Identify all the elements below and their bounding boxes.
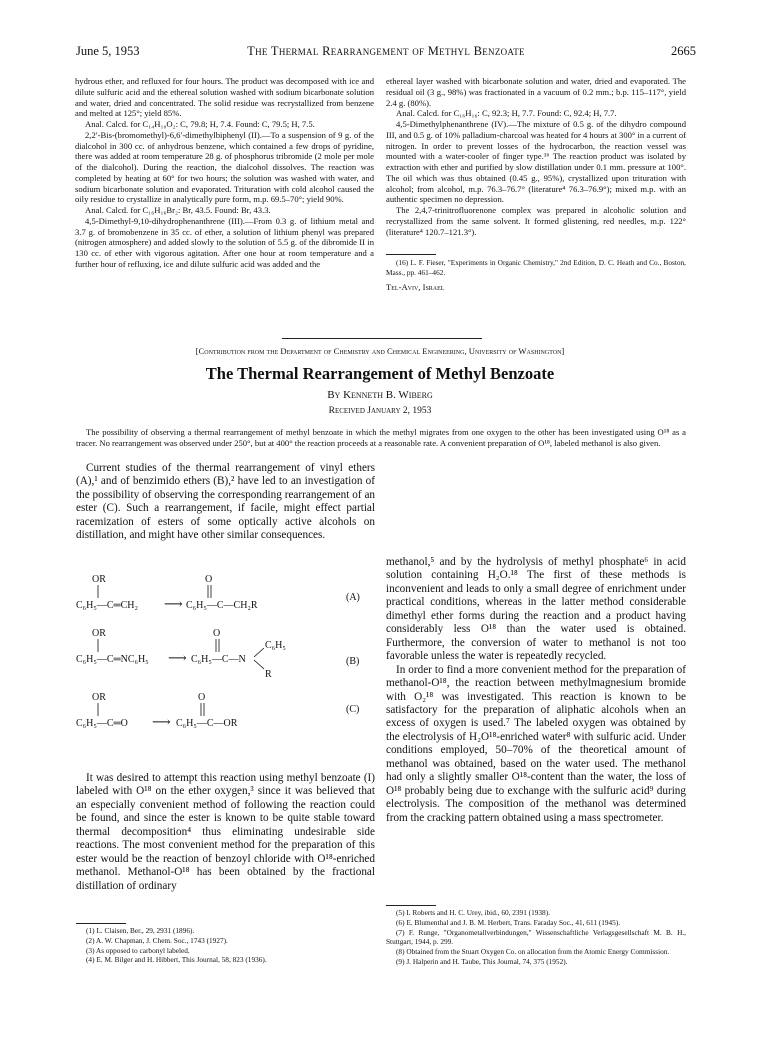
prev-article-right-column	[386, 76, 686, 237]
footnote-9: (9) J. Halperin and H. Taube, This Journal, 74, 375 (1952).	[396, 956, 568, 966]
scheme-b-branch-bottom: R	[265, 669, 272, 680]
scheme-c-label: (C)	[346, 704, 360, 715]
scheme-c-left: C₆H₅—C═O	[76, 718, 128, 729]
scheme-a-right-sub: O	[205, 574, 213, 585]
scheme-b-right: C₆H₅—C—N	[191, 654, 246, 665]
abstract-text: The possibility of observing a thermal rearrangement of methyl benzoate in which the methyl migrates from one oxygen to the other has been investigated using O¹⁸ as a tracer. No rearrangement was observed under 250°, but at 400° the reaction proceeds at a reasonable rate. A convenient preparation of O¹⁸, labeled methanol is also given.	[76, 427, 686, 448]
prev-location: Tel-Aviv, Israel	[386, 282, 445, 292]
footnote-8: (8) Obtained from the Stuart Oxygen Co. on allocation from the Atomic Energy Commission.	[396, 947, 670, 957]
running-header	[76, 44, 696, 64]
prev-right-para-2: Anal. Calcd. for C₁₆H₁₆: C, 92.3; H, 7.7. Found: C, 92.4; H, 7.7.	[396, 108, 617, 119]
right-footnote-rule	[386, 905, 436, 906]
left-footnote-rule	[76, 923, 126, 924]
contribution-line: [Contribution from the Department of Chemistry and Chemical Engineering, University of Washington]	[195, 346, 565, 356]
scheme-b-arrow: ⟶	[168, 650, 187, 665]
left-intro-text: Current studies of the thermal rearrangement of vinyl ethers (A),¹ and of benzimido ethers (B),² have led to an investigation of the possibility of observing the corresponding rearrangement of an ester (C). Such a rearrangement, if facile, might effect partial racemization of esters of some optically active alcohols on distillation, and might have other similar consequences.	[76, 462, 375, 542]
scheme-a-left: C₆H₅—C═CH₂	[76, 600, 138, 611]
prev-left-para-5: 4,5-Dimethyl-9,10-dihydrophenanthrene (III).—From 0.3 g. of lithium metal and 3.7 g. of bromobenzene in 35 cc. of ether, a solution of lithium phenyl was prepared (nitrogen atmosphere) and added slowly to the solution of 5.5 g. of the dibromide II in 130 cc. of ether with vigorous agitation. After one hour at room temperature and a further hour of refluxing, ice and dilute sulfuric acid was added and the	[75, 215, 374, 269]
scheme-a-left-sub: OR	[92, 574, 106, 585]
footnote-2: (2) A. W. Chapman, J. Chem. Soc., 1743 (1927).	[86, 935, 228, 945]
header-date: June 5, 1953	[76, 44, 140, 58]
footnote-3: (3) As opposed to carbonyl labeled.	[86, 945, 190, 955]
footnote-4: (4) E. M. Bilger and H. Hibbert, This Journal, 58, 823 (1936).	[86, 955, 267, 965]
scheme-a-label: (A)	[346, 592, 360, 603]
article-separator-rule	[282, 338, 482, 339]
prev-left-para-2: Anal. Calcd. for C₁₄H₁₀O₂: C, 79.8; H, 7.4. Found: C, 79.5; H, 7.5.	[85, 119, 315, 129]
article-title: The Thermal Rearrangement of Methyl Benzoate	[205, 364, 555, 383]
prev-footnote-rule	[386, 254, 436, 255]
footnote-7: (7) F. Runge, "Organometallverbindungen," Wissenschaftliche Verlagsgesellschaft M. B. H., Stuttgart, 1944, p. 299.	[386, 927, 686, 947]
received-line: Received January 2, 1953	[328, 406, 432, 416]
scheme-b-branch-top: C₆H₅	[265, 640, 286, 651]
reaction-schemes	[76, 572, 375, 772]
scheme-c-right-sub: O	[198, 692, 206, 703]
scheme-c-right: C₆H₅—C—OR	[176, 718, 238, 729]
abstract	[76, 427, 686, 449]
footnote-1: (1) L. Claisen, Ber., 29, 2931 (1896).	[86, 926, 195, 935]
article-left-body	[76, 772, 375, 893]
scheme-c-arrow: ⟶	[152, 714, 171, 729]
scheme-b-left: C₆H₅—C═NC₆H₅	[76, 654, 149, 665]
prev-footnote-text: (16) L. F. Fieser, "Experiments in Organic Chemistry," 2nd Edition, D. C. Heath and Co., Boston, Mass., pp. 461–462.	[386, 258, 686, 277]
prev-left-para-3: 2,2′-Bis-(bromomethyl)-6,6′-dimethylbiphenyl (II).—To a suspension of 9 g. of the dialcohol in 300 cc. of anhydrous benzene, which contained a few drops of pyridine, there was added at room temperature 28 g. of phosphorus tribromide (2 mole per mole of the dialcohol). During the reaction, the dialcohol dissolves. The reaction was completed by heating at 60° for two hours; the solution was washed with water, and sodium bicarbonate solution and evaporated. Trituration with cold alcohol caused the oily residue to crystallize in analytically pure form, m.p. 69.5–70°; yield 90%.	[75, 129, 374, 205]
article-left-intro	[76, 462, 375, 543]
author-line: By Kenneth B. Wiberg	[327, 389, 433, 401]
left-footnotes	[76, 926, 375, 965]
header-page-number: 2665	[671, 44, 696, 58]
prev-article-left-column	[75, 76, 374, 270]
scheme-a-right: C₆H₅—C—CH₂R	[186, 600, 258, 611]
prev-right-para-3: 4,5-Dimethylphenanthrene (IV).—The mixture of 0.5 g. of the dihydro compound III, and 0.5 g. of 10% palladium-charcoal was heated for 4 hours at 300° in a current of nitrogen. In order to prevent losses of the hydrocarbon, the reaction vessel was mounted with a water-cooler of finger type.¹⁶ The reaction product was isolated by extraction with ether and purified by slow distillation under 0.1 mm. pressure at 100°. The oil which was thus obtained (0.45 g., 95%), crystallized upon trituration with alcohol; from alcohol, m.p. 76.3–76.7° (literature⁴ 76.3–76.9°); mixed m.p. with an authentic specimen no depression.	[386, 119, 686, 205]
footnote-5: (5) I. Roberts and H. C. Urey, ibid., 60, 2391 (1938).	[396, 908, 550, 917]
scheme-b-right-sub: O	[213, 628, 221, 639]
scheme-a-arrow: ⟶	[164, 596, 183, 611]
article-right-column	[386, 556, 686, 825]
scheme-b-left-sub: OR	[92, 628, 106, 639]
right-para-2: In order to find a more convenient method for the preparation of methanol-O¹⁸, the reaction between methylmagnesium bromide with O₂¹⁸ was investigated. This reaction is known to be satisfactory for the preparation of aliphatic alcohols when an excess of oxygen is used.⁷ The labeled oxygen was obtained by the electrolysis of H₂O¹⁸-enriched water⁸ with sulfuric acid. Under conditions employed, 50–70% of the theoretical amount of methanol was obtained, based on the water used. The methanol had only a slightly smaller O¹⁸-content than the water, the loss of O¹⁸ probably being due to exchange with the sulfuric acid⁹ during electrolysis. The composition of the methanol was determined from the cracking pattern obtained using a mass spectrometer.	[386, 663, 686, 824]
footnote-6: (6) E. Blumenthal and J. B. M. Herbert, Trans. Faraday Soc., 41, 611 (1945).	[396, 917, 621, 927]
left-body-text: It was desired to attempt this reaction using methyl benzoate (I) labeled with O¹⁸ on the ether oxygen,³ since it was believed that an especially convenient method of following the reaction could be found, and since the ester is known to be quite stable toward thermal decomposition⁴ thus eliminating undesirable side reactions. The most convenient method for the preparation of this ester would be the reaction of benzoyl chloride with O¹⁸-enriched methanol. Methanol-O¹⁸ has been obtained by the fractional distillation of ordinary	[76, 772, 375, 892]
header-running-title: The Thermal Rearrangement of Methyl Benzoate	[247, 44, 525, 58]
prev-left-para-4: Anal. Calcd. for C₁₆H₁₆Br₂: Br, 43.5. Found: Br, 43.3.	[85, 205, 271, 215]
right-para-1: methanol,⁵ and by the hydrolysis of methyl phosphate⁶ in acid solution containing H₂O.¹⁸ The first of these methods is inconvenient and leads to only a small degree of enrichment under practical conditions, whereas in the latter method considerable dimethyl ether forms during the reaction and a product having considerably less O¹⁸ than the water used is obtained. Furthermore, the conversion of water to methanol is not too favorable unless the water is repeatedly recycled.	[386, 556, 686, 663]
prev-left-para-1: hydrous ether, and refluxed for four hours. The product was decomposed with ice and dilute sulfuric acid and the ethereal solution washed with sodium bicarbonate solution and water, dried and concentrated. The solid residue was recrystallized from benzene and melted at 125°; yield 85%.	[75, 76, 374, 119]
prev-footnote	[386, 258, 686, 278]
scheme-b-label: (B)	[346, 656, 360, 667]
scheme-c-left-sub: OR	[92, 692, 106, 703]
prev-right-para-1: ethereal layer washed with bicarbonate solution and water, dried and evaporated. The residual oil (3 g., 98%) was fractionated in a vacuum of 0.2 mm.; b.p. 115–117°, yield 2.4 g. (80%).	[386, 76, 686, 108]
right-footnotes	[386, 908, 686, 967]
prev-right-para-4: The 2,4,7-trinitrofluorenone complex was prepared in alcoholic solution and recrystallized from the same solvent. It formed glistening, red needles, m.p. 122° (literature⁴ 120.7–121.3°).	[386, 205, 686, 237]
